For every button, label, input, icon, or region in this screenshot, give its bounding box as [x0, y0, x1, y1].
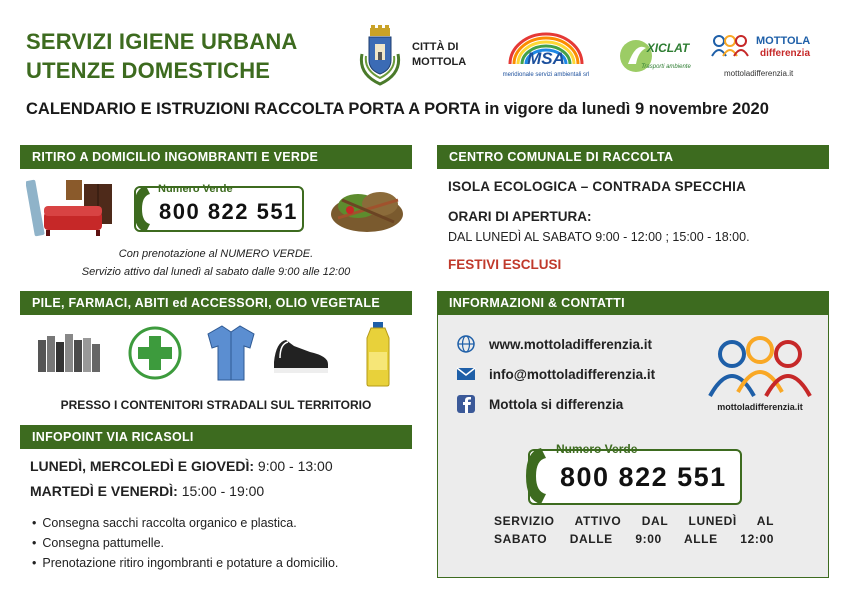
contact-email-row[interactable]	[455, 364, 655, 384]
msa-logo-tagline: meridionale servizi ambientali srl	[502, 72, 590, 78]
title-servizi-igiene-urbana: SERVIZI IGIENE URBANA	[26, 29, 298, 54]
pile-heading: PILE, FARMACI, ABITI ed ACCESSORI, OLIO VEGETALE	[20, 291, 412, 315]
centro-orari-label: ORARI DI APERTURA:	[448, 209, 592, 224]
contact-facebook-row[interactable]	[455, 394, 623, 414]
msa-logo-icon	[490, 30, 602, 80]
calendar-subtitle: CALENDARIO E ISTRUZIONI RACCOLTA PORTA A PORTA in vigore da lunedì 9 novembre 2020	[26, 100, 769, 118]
ritiro-note-2: Servizio attivo dal lunedì al sabato dalle 9:00 alle 12:00	[81, 266, 351, 278]
mottola-coat-of-arms-icon	[356, 24, 404, 86]
infopoint-bullet: • Consegna sacchi raccolta organico e plastica.	[32, 513, 338, 533]
ritiro-note-1: Con prenotazione al NUMERO VERDE.	[118, 248, 314, 260]
pharmacy-cross-icon	[128, 326, 182, 380]
bulky-furniture-icon	[26, 178, 116, 240]
infopoint-bullet: • Prenotazione ritiro ingombranti e potature a domicilio.	[32, 553, 338, 573]
infopoint-bullets	[32, 513, 338, 573]
phone-icon	[132, 184, 154, 234]
centro-heading: CENTRO COMUNALE DI RACCOLTA	[437, 145, 829, 169]
mottola-differenzia-logo-icon	[710, 32, 830, 82]
info-numero-verde-number[interactable]: 800 822 551	[560, 462, 727, 492]
mottola-logo-brand-1: MOTTOLA	[756, 35, 811, 47]
infopoint-schedule-2	[30, 483, 264, 499]
sneakers-icon	[270, 332, 332, 376]
infopoint-bullet: • Consegna pattumelle.	[32, 533, 338, 553]
citta-line-2: MOTTOLA	[412, 56, 467, 68]
xiclat-logo-name: XICLAT	[646, 41, 690, 55]
info-heading: INFORMAZIONI & CONTATTI	[437, 291, 829, 315]
info-numero-verde-label: Numero Verde	[556, 442, 638, 456]
infopoint-heading: INFOPOINT VIA RICASOLI	[20, 425, 412, 449]
info-servizio-attivo	[494, 512, 774, 548]
xiclat-logo-tagline: Trasporti ambiente	[641, 64, 691, 70]
ritiro-heading: RITIRO A DOMICILIO INGOMBRANTI E VERDE	[20, 145, 412, 169]
facebook-icon	[455, 395, 477, 413]
green-waste-icon	[328, 180, 406, 236]
centro-orari: DAL LUNEDÌ AL SABATO 9:00 - 12:00 ; 15:00 - 18:00.	[448, 230, 750, 244]
xiclat-logo-icon	[618, 34, 694, 80]
infopoint-days-1: LUNEDÌ, MERCOLEDÌ E GIOVEDÌ:	[30, 458, 255, 474]
servizio-line-1: SERVIZIO ATTIVO DAL LUNEDÌ AL	[494, 514, 774, 528]
ritiro-numero-verde-number[interactable]: 800 822 551	[159, 199, 298, 224]
centro-festivi: FESTIVI ESCLUSI	[448, 257, 562, 272]
infopoint-hours-2: 15:00 - 19:00	[181, 483, 265, 499]
infopoint-hours-1: 9:00 - 13:00	[257, 458, 333, 474]
citta-line-1: CITTÀ DI	[412, 41, 459, 53]
citta-di-mottola-label	[412, 40, 466, 70]
pile-presso-contenitori: PRESSO I CONTENITORI STRADALI SUL TERRITORIO	[60, 398, 372, 412]
info-logo-site: mottoladifferenzia.it	[717, 402, 803, 412]
contact-email[interactable]: info@mottoladifferenzia.it	[489, 366, 656, 382]
mottola-differenzia-people-icon	[706, 334, 814, 414]
ritiro-numero-verde-label: Numero Verde	[158, 183, 233, 195]
contact-facebook[interactable]: Mottola si differenzia	[489, 396, 624, 412]
msa-logo-name: MSA	[527, 49, 565, 68]
title-utenze-domestiche: UTENZE DOMESTICHE	[26, 58, 271, 83]
infopoint-days-2: MARTEDÌ E VENERDÌ:	[30, 483, 178, 499]
olive-oil-bottle-icon	[362, 322, 394, 388]
servizio-line-2: SABATO DALLE 9:00 ALLE 12:00	[494, 532, 774, 546]
mottola-logo-brand-2: differenzia	[760, 48, 811, 59]
mottola-logo-site: mottoladifferenzia.it	[724, 69, 794, 78]
mail-icon	[455, 365, 477, 383]
contact-website-row[interactable]	[455, 334, 652, 354]
centro-location: ISOLA ECOLOGICA – CONTRADA SPECCHIA	[448, 179, 747, 194]
shirt-icon	[206, 324, 256, 382]
phone-icon	[524, 446, 550, 506]
infopoint-schedule-1	[30, 458, 333, 474]
globe-icon	[455, 335, 477, 353]
contact-website[interactable]: www.mottoladifferenzia.it	[489, 336, 653, 352]
batteries-icon	[36, 328, 104, 376]
